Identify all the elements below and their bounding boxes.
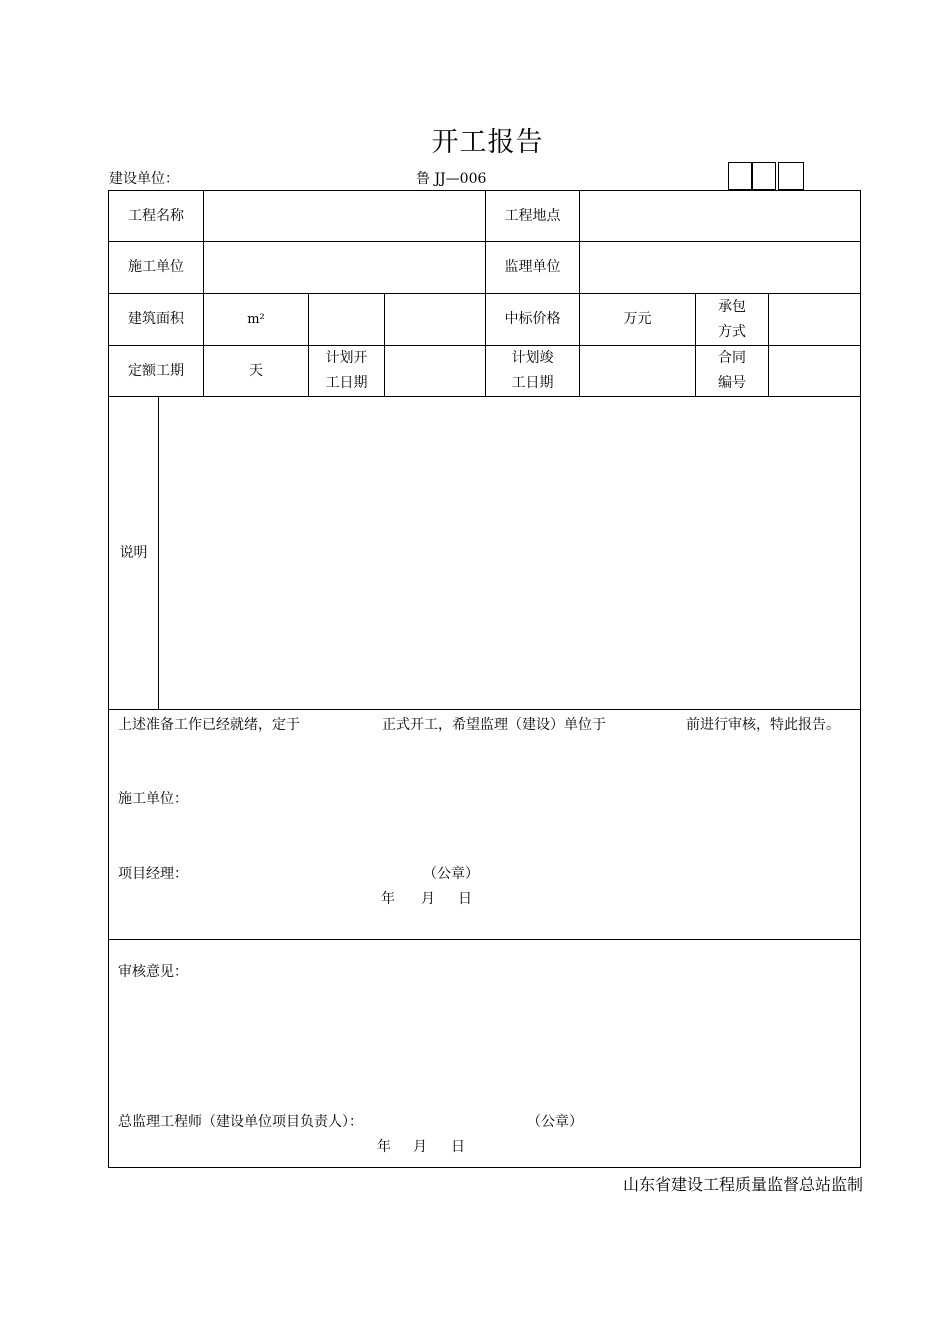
chief-engineer-label: 总监理工程师（建设单位项目负责人）： [118, 1114, 363, 1130]
contract-mode-label [696, 294, 768, 345]
notes-label: 说明 [119, 544, 148, 561]
declaration-year: 年 [381, 891, 395, 907]
review-month: 月 [413, 1139, 427, 1155]
contract-no-line2: 编号 [718, 375, 746, 391]
footer-issuer: 山东省建设工程质量监督总站监制 [622, 1175, 863, 1194]
declaration-seal: （公章） [423, 866, 479, 882]
code-box-3[interactable] [778, 162, 804, 190]
plan-start-field[interactable] [385, 346, 485, 396]
review-year: 年 [377, 1139, 391, 1155]
project-manager-label: 项目经理： [118, 866, 188, 882]
declaration-part1: 上述准备工作已经就绪，定于 [118, 717, 300, 733]
review-opinion-label: 审核意见： [118, 964, 188, 980]
plan-finish-field[interactable] [580, 346, 695, 396]
building-area-extra-1[interactable] [309, 294, 384, 345]
construction-unit-field[interactable] [204, 242, 485, 293]
project-name-label: 工程名称 [128, 207, 184, 224]
project-location-field[interactable] [580, 191, 860, 241]
construction-unit-cell-label: 施工单位 [128, 259, 184, 275]
contract-no-line1: 合同 [718, 350, 746, 366]
plan-finish-line1: 计划竣 [511, 350, 554, 366]
contract-no-label [696, 346, 768, 396]
code-box-1[interactable] [728, 162, 752, 190]
contract-mode-line1: 承包 [718, 298, 746, 315]
construction-unit-label: 建设单位： [109, 171, 179, 187]
report-title: 开工报告 [431, 127, 544, 158]
review-day: 日 [451, 1139, 465, 1155]
contract-mode-line2: 方式 [718, 323, 746, 340]
form-frame [108, 190, 861, 1168]
quota-period-field[interactable]: 天 [249, 362, 263, 379]
plan-finish-label [486, 346, 579, 396]
declaration-day: 日 [458, 891, 472, 907]
declaration-month: 月 [421, 891, 435, 907]
plan-start-line1: 计划开 [325, 350, 368, 366]
project-location-label: 工程地点 [504, 207, 561, 224]
bid-price-label: 中标价格 [504, 311, 561, 327]
project-name-field[interactable] [204, 191, 485, 241]
declaration-construction-unit: 施工单位： [118, 791, 188, 807]
supervision-unit-field[interactable] [580, 242, 860, 293]
supervision-unit-label: 监理单位 [504, 259, 561, 275]
building-area-extra-2[interactable] [385, 294, 485, 345]
form-code: 鲁 JJ—006 [416, 171, 487, 187]
contract-mode-field[interactable] [769, 294, 860, 345]
plan-start-label [309, 346, 384, 396]
plan-finish-line2: 工日期 [511, 375, 554, 391]
bid-price-field[interactable]: 万元 [623, 311, 652, 327]
code-box-2[interactable] [752, 162, 776, 190]
building-area-field[interactable]: m² [247, 312, 265, 327]
quota-period-label: 定额工期 [128, 362, 184, 379]
review-seal: （公章） [527, 1114, 583, 1130]
plan-start-line2: 工日期 [325, 375, 368, 391]
contract-no-field[interactable] [769, 346, 860, 396]
building-area-label: 建筑面积 [128, 311, 184, 327]
notes-field[interactable] [159, 397, 860, 709]
declaration-part3: 前进行审核，特此报告。 [686, 717, 840, 733]
declaration-part2: 正式开工，希望监理（建设）单位于 [382, 717, 606, 733]
